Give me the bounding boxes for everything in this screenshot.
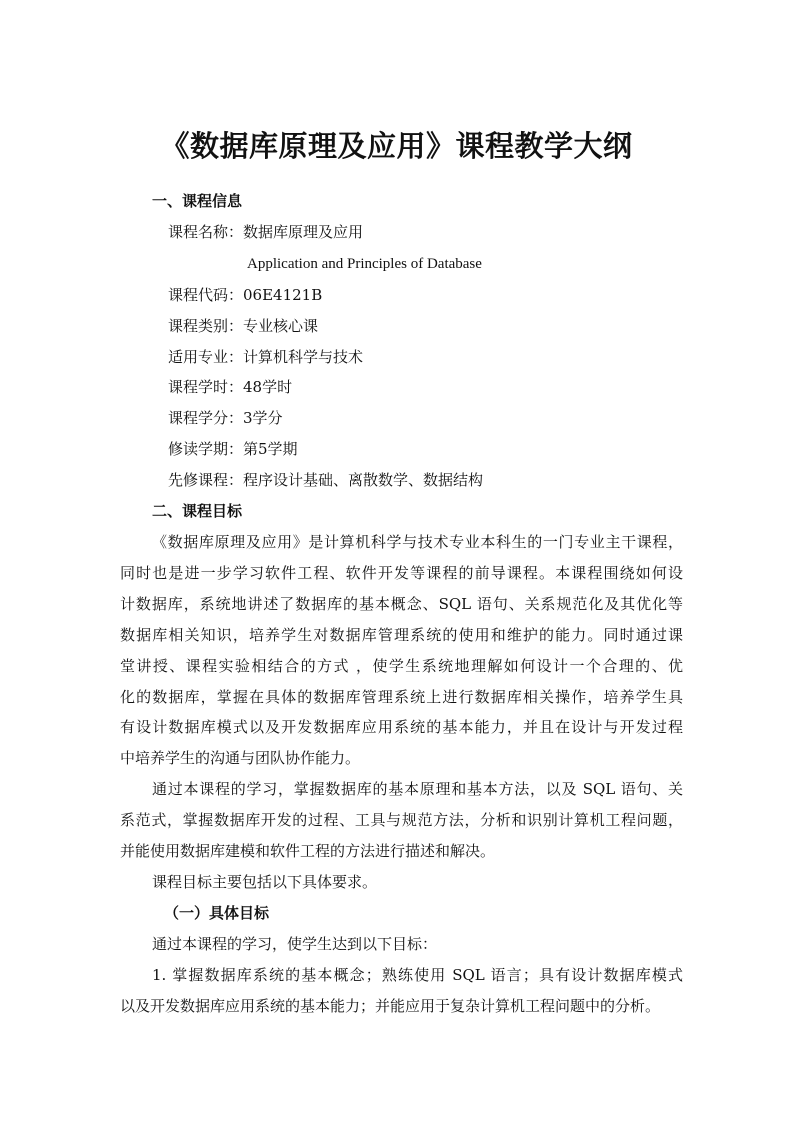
info-value: Application and Principles of Database bbox=[247, 255, 482, 272]
info-label: 课程类别： bbox=[168, 316, 244, 335]
course-info-item bbox=[120, 434, 683, 465]
paragraph-intro bbox=[120, 527, 683, 774]
info-value: 专业核心课 bbox=[243, 316, 319, 335]
text-line: 通过本课程的学习，掌握数据库的基本原理和基本方法，以及 SQL 语句、关 bbox=[152, 780, 683, 799]
section-heading-course-info: 一、课程信息 bbox=[152, 192, 243, 210]
document-body bbox=[120, 186, 683, 1021]
text-line: 同时也是进一步学习软件工程、软件开发等课程的前导课程。本课程围绕如何设 bbox=[120, 563, 683, 582]
info-value: 计算机科学与技术 bbox=[243, 347, 364, 366]
course-info-item bbox=[120, 403, 683, 434]
info-label: 课程学时： bbox=[168, 378, 244, 397]
course-info-item bbox=[120, 217, 683, 248]
paragraph-learning bbox=[120, 774, 683, 867]
course-info-item bbox=[120, 311, 683, 342]
info-value: 数据库原理及应用 bbox=[243, 222, 364, 241]
text-line: 以及开发数据库应用系统的基本能力；并能应用于复杂计算机工程问题中的分析。 bbox=[120, 996, 661, 1015]
document-title: 《数据库原理及应用》课程教学大纲 bbox=[160, 129, 633, 163]
text-line: 化的数据库，掌握在具体的数据库管理系统上进行数据库相关操作，培养学生具 bbox=[120, 687, 683, 706]
course-info-item bbox=[120, 342, 683, 373]
info-value: 06E4121B bbox=[243, 285, 323, 304]
info-value: 第5学期 bbox=[243, 440, 298, 459]
course-info-item bbox=[120, 465, 683, 496]
info-label: 课程名称： bbox=[168, 222, 244, 241]
info-label: 适用专业： bbox=[168, 347, 244, 366]
goal-item-1 bbox=[120, 960, 683, 1022]
text-line: 并能使用数据库建模和软件工程的方法进行描述和解决。 bbox=[120, 842, 496, 861]
info-value: 48学时 bbox=[243, 378, 293, 397]
paragraph-goals-intro: 通过本课程的学习，使学生达到以下目标： bbox=[152, 934, 438, 953]
course-info-item bbox=[120, 280, 683, 311]
text-line: 数据库相关知识，培养学生对数据库管理系统的使用和维护的能力。同时通过课 bbox=[120, 625, 683, 644]
text-line: 1. 掌握数据库系统的基本概念；熟练使用 SQL 语言；具有设计数据库模式 bbox=[152, 965, 683, 984]
info-label: 课程代码： bbox=[168, 285, 244, 304]
paragraph-requirements: 课程目标主要包括以下具体要求。 bbox=[152, 872, 378, 891]
course-info-item bbox=[120, 248, 683, 280]
course-info-list bbox=[120, 217, 683, 496]
text-line: 中培养学生的沟通与团队协作能力。 bbox=[120, 749, 361, 768]
text-line: 堂讲授、课程实验相结合的方式 ，使学生系统地理解如何设计一个合理的、优 bbox=[120, 656, 683, 675]
section-heading-course-goals: 二、课程目标 bbox=[152, 502, 243, 521]
course-info-item bbox=[120, 372, 683, 403]
subsection-heading-specific-goals: （一）具体目标 bbox=[164, 903, 270, 922]
info-value: 程序设计基础、离散数学、数据结构 bbox=[243, 471, 484, 490]
info-label: 先修课程： bbox=[168, 471, 244, 490]
text-line: 系范式，掌握数据库开发的过程、工具与规范方法，分析和识别计算机工程问题， bbox=[120, 811, 683, 830]
info-label: 修读学期： bbox=[168, 440, 244, 459]
text-line: 计数据库，系统地讲述了数据库的基本概念、SQL 语句、关系规范化及其优化等 bbox=[120, 594, 683, 613]
text-line: 有设计数据库模式以及开发数据库应用系统的基本能力，并且在设计与开发过程 bbox=[120, 718, 683, 737]
info-label: 课程学分： bbox=[168, 409, 244, 428]
info-value: 3学分 bbox=[243, 409, 283, 428]
text-line: 《数据库原理及应用》是计算机科学与技术专业本科生的一门专业主干课程， bbox=[152, 532, 683, 551]
